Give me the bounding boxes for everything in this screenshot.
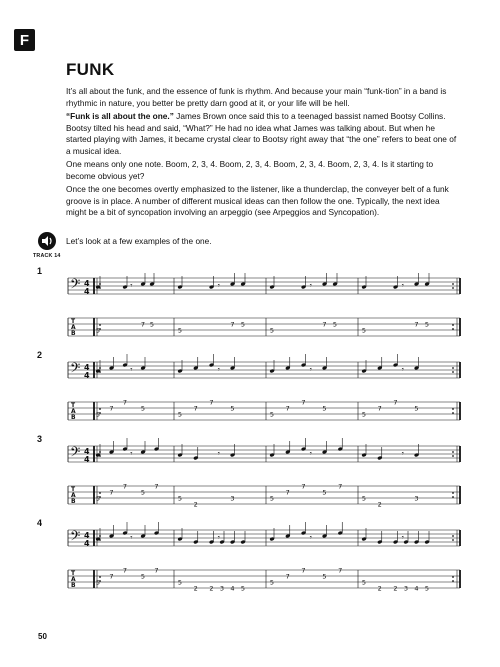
rest-icon: 𝄾 <box>130 449 133 458</box>
time-signature-bottom: 4 <box>84 539 90 548</box>
paragraph-4: Once the one becomes overtly emphasized to the listener, like a thunderclap, the conveyer belt of a funk groove is in place. A number of different musical ideas can then follow the one. Typically, the next idea might be a bit of syncopation involving an arpeggio (see Arpeggios and Syncopation). <box>66 184 449 218</box>
tab-fret-number: 5 <box>322 572 327 581</box>
rest-icon: 𝄾 <box>217 449 220 458</box>
repeat-dot <box>452 367 454 369</box>
tab-fret-number: 5 <box>177 410 183 419</box>
tab-fret-number: 5 <box>361 410 367 419</box>
rest-icon: 𝄾 <box>401 365 404 374</box>
time-signature-top: 4 <box>84 279 90 288</box>
bass-clef-icon: 𝄢 <box>70 276 81 295</box>
tab-fret-number: 2 <box>193 584 198 593</box>
rest-icon: 𝄾 <box>130 281 133 290</box>
tab-fret-number: 7 <box>377 404 382 413</box>
bass-clef-icon: 𝄢 <box>70 444 81 463</box>
tab-letter: A <box>71 492 76 499</box>
tab-fret-number: 5 <box>414 404 419 413</box>
tab-fret-number: 5 <box>177 578 183 587</box>
tab-fret-number: 5 <box>361 326 367 335</box>
example-number: 2 <box>37 350 43 360</box>
tab-fret-number: 7 <box>193 404 198 413</box>
repeat-dot <box>452 539 454 541</box>
rest-icon: 𝄾 <box>217 281 220 290</box>
tab-fret-number: 5 <box>149 320 155 329</box>
tab-fret-number: 5 <box>424 320 430 329</box>
repeat-dot <box>452 492 454 494</box>
repeat-dot <box>452 455 454 457</box>
tab-fret-number: 5 <box>95 578 101 587</box>
rest-icon: 𝄾 <box>309 533 312 542</box>
rest-icon: 𝄾 <box>130 533 133 542</box>
rest-icon: 𝄾 <box>130 365 133 374</box>
tab-letter: B <box>71 330 76 337</box>
tab-fret-number: 5 <box>269 494 275 503</box>
tab-fret-number: 2 <box>393 584 398 593</box>
tab-fret-number: 7 <box>109 572 114 581</box>
repeat-dot <box>452 283 454 285</box>
tab-fret-number: 7 <box>301 566 306 575</box>
tab-letter: T <box>71 318 76 325</box>
tab-fret-number: 7 <box>414 320 419 329</box>
speaker-glyph-icon <box>38 232 56 250</box>
time-signature-bottom: 4 <box>84 455 90 464</box>
tab-fret-number: 5 <box>361 578 367 587</box>
example-number: 4 <box>37 518 43 528</box>
tab-fret-number: 3 <box>230 494 235 503</box>
tab-fret-number: 7 <box>301 482 306 491</box>
tab-fret-number: 2 <box>209 584 214 593</box>
tab-letter: B <box>71 498 76 505</box>
tab-fret-number: 5 <box>95 326 101 335</box>
tab-fret-number: 5 <box>424 584 430 593</box>
rest-icon: 𝄾 <box>309 281 312 290</box>
paragraph-3: One means only one note. Boom, 2, 3, 4. Boom, 2, 3, 4. Boom, 2, 3, 4. Boom, 2, 3, 4. Is it starting to become obvious yet? <box>66 159 434 181</box>
paragraph-2 <box>66 111 461 157</box>
time-signature-bottom: 4 <box>84 371 90 380</box>
track-label: TRACK 14 <box>33 253 61 259</box>
tab-fret-number: 5 <box>322 488 327 497</box>
audio-speaker-icon[interactable] <box>38 232 56 250</box>
rest-icon: 𝄾 <box>309 365 312 374</box>
rest-icon: 𝄾 <box>401 533 404 542</box>
tab-fret-number: 3 <box>219 584 225 593</box>
repeat-dot <box>452 576 454 578</box>
tab-letter: B <box>71 582 76 589</box>
tab-fret-number: 4 <box>414 584 419 593</box>
rest-icon: 𝄾 <box>217 533 220 542</box>
repeat-dot <box>452 535 454 537</box>
repeat-dot <box>452 287 454 289</box>
section-tab-badge: F <box>14 29 35 51</box>
tab-fret-number: 7 <box>154 482 159 491</box>
tab-fret-number: 7 <box>122 482 128 491</box>
tab-fret-number: 7 <box>230 320 235 329</box>
tab-fret-number: 7 <box>393 398 398 407</box>
paragraph-2-lead: “Funk is all about the one.” <box>66 111 174 121</box>
repeat-dot <box>452 371 454 373</box>
time-signature-top: 4 <box>84 531 90 540</box>
tab-letter: B <box>71 414 76 421</box>
tab-letter: A <box>71 408 76 415</box>
repeat-dot <box>452 324 454 326</box>
tab-fret-number: 5 <box>140 488 146 497</box>
example-number: 3 <box>37 434 43 444</box>
repeat-dot <box>452 408 454 410</box>
repeat-dot <box>452 451 454 453</box>
tab-fret-number: 5 <box>240 584 246 593</box>
tab-fret-number: 7 <box>122 566 128 575</box>
tab-fret-number: 2 <box>377 584 382 593</box>
tab-fret-number: 3 <box>403 584 409 593</box>
tab-fret-number: 5 <box>322 404 327 413</box>
time-signature-bottom: 4 <box>84 287 90 296</box>
paragraph-2-text: James Brown once said this to a teenaged bassist named Bootsy Collins. Bootsy tilted his head and said, “What?” He had no idea what James was talking about. But when he started playing with James, it became crystal clear to Bootsy right away that “the one” refers to beat one of a musical idea. <box>66 111 457 156</box>
time-signature-top: 4 <box>84 363 90 372</box>
tab-letter: T <box>71 486 76 493</box>
tab-letter: T <box>71 402 76 409</box>
rest-icon: 𝄾 <box>401 449 404 458</box>
tab-fret-number: 7 <box>338 482 343 491</box>
tab-fret-number: 7 <box>209 398 214 407</box>
tab-fret-number: 7 <box>301 398 306 407</box>
rest-icon: 𝄾 <box>217 365 220 374</box>
rest-icon: 𝄾 <box>401 281 404 290</box>
tab-fret-number: 2 <box>193 500 198 509</box>
tab-fret-number: 4 <box>230 584 235 593</box>
rest-icon: 𝄾 <box>309 449 312 458</box>
tab-fret-number: 5 <box>269 578 275 587</box>
tab-fret-number: 7 <box>109 488 114 497</box>
examples-lead-text: Let’s look at a few examples of the one. <box>66 236 212 246</box>
music-system <box>0 528 500 608</box>
tab-fret-number: 7 <box>109 404 114 413</box>
tab-fret-number: 7 <box>154 566 159 575</box>
tab-fret-number: 5 <box>95 494 101 503</box>
tab-fret-number: 5 <box>140 572 146 581</box>
tab-fret-number: 7 <box>285 572 290 581</box>
tab-fret-number: 5 <box>140 404 146 413</box>
tab-fret-number: 7 <box>285 404 290 413</box>
music-system <box>0 444 500 524</box>
repeat-dot <box>452 580 454 582</box>
bass-clef-icon: 𝄢 <box>70 360 81 379</box>
tab-fret-number: 2 <box>377 500 382 509</box>
tab-fret-number: 7 <box>140 320 146 329</box>
tab-fret-number: 5 <box>269 410 275 419</box>
example-number: 1 <box>37 266 43 276</box>
tab-fret-number: 7 <box>322 320 327 329</box>
section-title: FUNK <box>66 60 115 79</box>
repeat-dot <box>452 328 454 330</box>
repeat-dot <box>452 412 454 414</box>
tab-fret-number: 7 <box>338 566 343 575</box>
bass-clef-icon: 𝄢 <box>70 528 81 547</box>
paragraph-1: It’s all about the funk, and the essence of funk is rhythm. And because your main “funk-tion” in a band is rhythmic in nature, you better be pretty darn good at it, or your life will be hell. <box>66 86 447 108</box>
tab-fret-number: 5 <box>230 404 235 413</box>
time-signature-top: 4 <box>84 447 90 456</box>
tab-fret-number: 5 <box>95 410 101 419</box>
tab-fret-number: 5 <box>269 326 275 335</box>
page-number: 50 <box>38 632 47 641</box>
tab-fret-number: 5 <box>240 320 246 329</box>
tab-fret-number: 5 <box>332 320 338 329</box>
tab-fret-number: 5 <box>177 494 183 503</box>
tab-letter: A <box>71 324 76 331</box>
music-system <box>0 360 500 440</box>
tab-fret-number: 5 <box>361 494 367 503</box>
tab-letter: A <box>71 576 76 583</box>
tab-fret-number: 3 <box>414 494 419 503</box>
tab-letter: T <box>71 570 76 577</box>
music-system <box>0 276 500 356</box>
repeat-dot <box>452 496 454 498</box>
tab-fret-number: 7 <box>285 488 290 497</box>
tab-fret-number: 5 <box>177 326 183 335</box>
tab-fret-number: 7 <box>122 398 128 407</box>
